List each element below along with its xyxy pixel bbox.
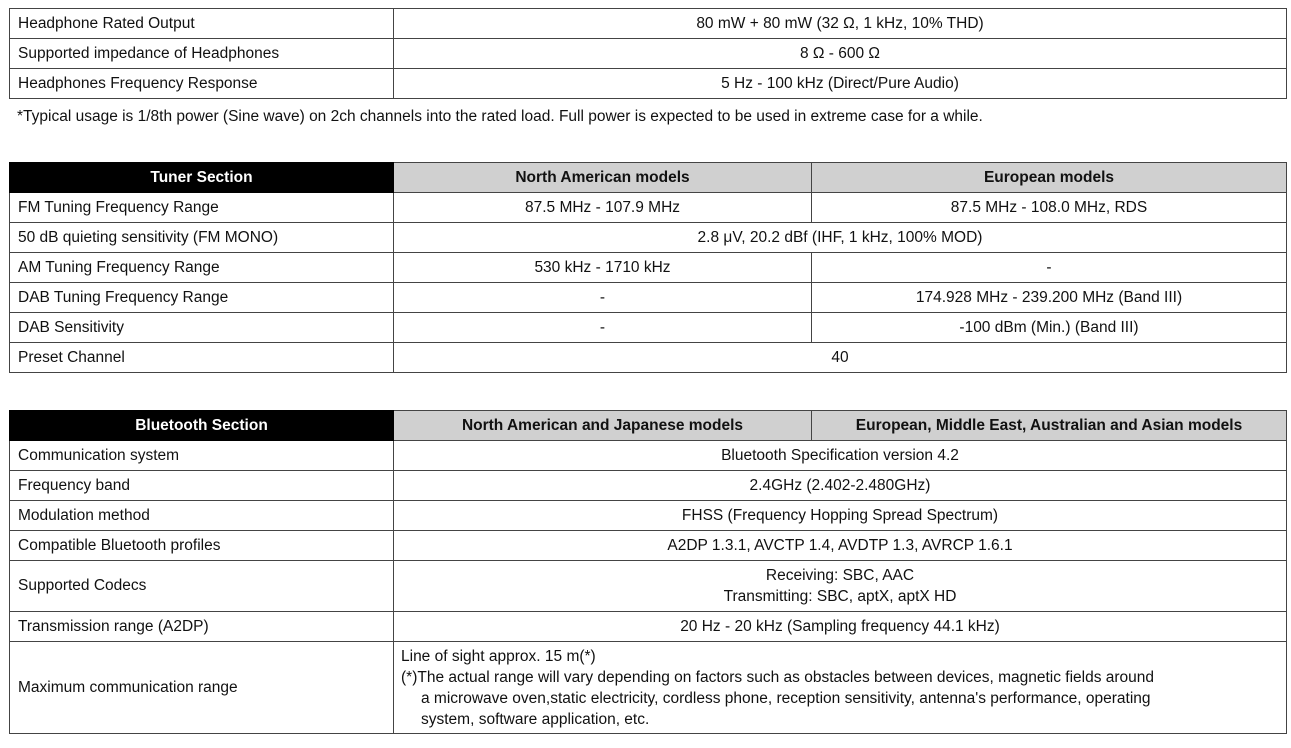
table-row [10,501,1287,531]
column-header-european: European models [812,163,1287,193]
row-value [394,561,1287,612]
table-row [10,9,1287,39]
row-label: Frequency band [10,471,394,501]
row-value: 8 Ω - 600 Ω [394,39,1287,69]
range-footnote-cont: a microwave oven,static electricity, cordless phone, reception sensitivity, antenna's performance, operating [421,689,1151,707]
tuner-table [9,162,1287,373]
row-value: 40 [394,343,1287,373]
row-label: AM Tuning Frequency Range [10,253,394,283]
row-label: Transmission range (A2DP) [10,612,394,642]
row-label: Modulation method [10,501,394,531]
row-label: Headphone Rated Output [10,9,394,39]
row-label: FM Tuning Frequency Range [10,193,394,223]
row-value: 2.4GHz (2.402-2.480GHz) [394,471,1287,501]
range-footnote-cont: system, software application, etc. [421,710,650,728]
table-row [10,471,1287,501]
table-header-row [10,411,1287,441]
row-label: Communication system [10,441,394,471]
row-value: 80 mW + 80 mW (32 Ω, 1 kHz, 10% THD) [394,9,1287,39]
row-label: DAB Sensitivity [10,313,394,343]
table-row [10,561,1287,612]
row-label: 50 dB quieting sensitivity (FM MONO) [10,223,394,253]
cell-european: - [812,253,1287,283]
row-label: Maximum communication range [10,642,394,734]
row-value [394,642,1287,734]
cell-north-american: - [394,283,812,313]
row-value: 20 Hz - 20 kHz (Sampling frequency 44.1 kHz) [394,612,1287,642]
table-row [10,253,1287,283]
table-row [10,531,1287,561]
codecs-receiving: Receiving: SBC, AAC [765,567,915,584]
row-value: 5 Hz - 100 kHz (Direct/Pure Audio) [394,69,1287,99]
cell-european: 174.928 MHz - 239.200 MHz (Band III) [812,283,1287,313]
row-value: 2.8 μV, 20.2 dBf (IHF, 1 kHz, 100% MOD) [394,223,1287,253]
row-value: A2DP 1.3.1, AVCTP 1.4, AVDTP 1.3, AVRCP 1.6.1 [394,531,1287,561]
table-row [10,193,1287,223]
row-value: FHSS (Frequency Hopping Spread Spectrum) [394,501,1287,531]
row-label: Headphones Frequency Response [10,69,394,99]
row-label: Supported Codecs [10,561,394,612]
table-row [10,343,1287,373]
column-header-north-american: North American models [394,163,812,193]
table-header-row [10,163,1287,193]
table-row [10,441,1287,471]
table-row [10,283,1287,313]
cell-north-american: 530 kHz - 1710 kHz [394,253,812,283]
table-row [10,69,1287,99]
column-header-european-middle-east: European, Middle East, Australian and Asian models [812,411,1287,441]
table-row [10,612,1287,642]
row-value: Bluetooth Specification version 4.2 [394,441,1287,471]
cell-european: -100 dBm (Min.) (Band III) [812,313,1287,343]
bluetooth-table [9,410,1287,734]
table-row [10,313,1287,343]
cell-european: 87.5 MHz - 108.0 MHz, RDS [812,193,1287,223]
range-footnote: (*)The actual range will vary depending on factors such as obstacles between devices, magnetic fields around [401,668,1155,686]
column-header-north-american-japanese: North American and Japanese models [394,411,812,441]
table-row [10,642,1287,734]
table-row [10,223,1287,253]
range-line-of-sight: Line of sight approx. 15 m(*) [401,647,596,665]
row-label: DAB Tuning Frequency Range [10,283,394,313]
tuner-section-header: Tuner Section [10,163,394,193]
cell-north-american: - [394,313,812,343]
bluetooth-section-header: Bluetooth Section [10,411,394,441]
headphones-table [9,8,1287,99]
row-label: Supported impedance of Headphones [10,39,394,69]
cell-north-american: 87.5 MHz - 107.9 MHz [394,193,812,223]
usage-footnote: *Typical usage is 1/8th power (Sine wave) on 2ch channels into the rated load. Full power is expected to be used in extreme case for a while. [17,108,983,125]
table-row [10,39,1287,69]
row-label: Preset Channel [10,343,394,373]
codecs-transmitting: Transmitting: SBC, aptX, aptX HD [723,588,957,605]
row-label: Compatible Bluetooth profiles [10,531,394,561]
